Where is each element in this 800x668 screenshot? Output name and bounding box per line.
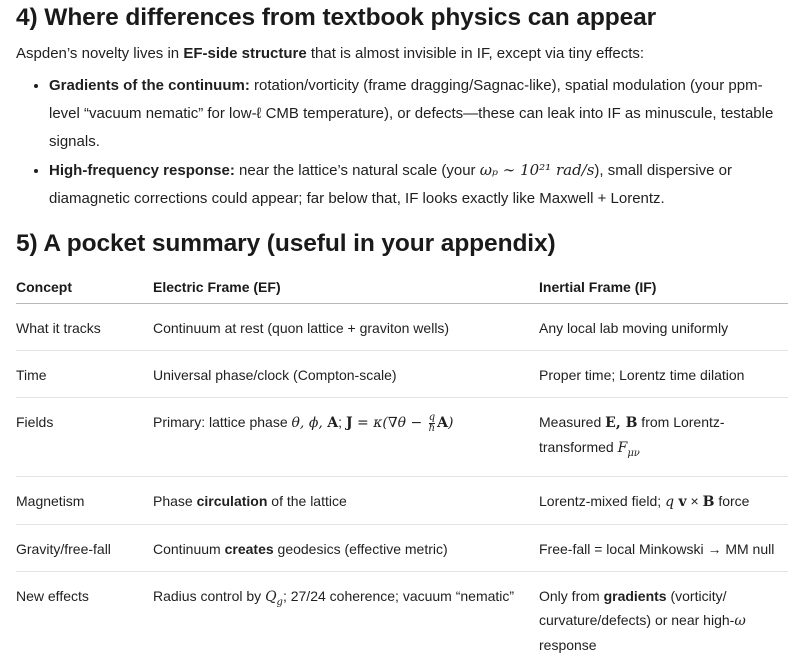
cell-concept: Magnetism xyxy=(16,476,153,524)
math-fraction xyxy=(429,413,435,434)
column-header-concept: Concept xyxy=(16,273,153,304)
cell-ef xyxy=(153,398,539,477)
cell-bold: creates xyxy=(224,540,274,557)
cell-text: Phase xyxy=(153,492,197,509)
bullet-title: High-frequency response: xyxy=(49,162,235,179)
column-header-if: Inertial Frame (IF) xyxy=(539,273,788,304)
cell-if xyxy=(539,398,788,477)
cell-ef: Continuum at rest (quon lattice + graviton wells) xyxy=(153,304,539,351)
math-paren: ) xyxy=(448,415,454,431)
cell-text: Lorentz-mixed field; xyxy=(539,492,666,509)
cell-text: Primary: lattice phase xyxy=(153,414,292,430)
fraction-denominator: ħ xyxy=(428,422,436,434)
cell-bold: gradients xyxy=(603,587,667,604)
bullet-text: rotation/vorticity (frame dragging/Sagnac-like), spatial modulation (your ppm-level “vacuum nematic” for low-ℓ CMB temperature), or defects—these can leak into IF as minuscule, testable signals. xyxy=(49,77,774,150)
lead-bold: EF-side structure xyxy=(183,45,307,62)
cell-ef: Universal phase/clock (Compton-scale) xyxy=(153,351,539,398)
table-row xyxy=(16,351,788,398)
cell-text: response xyxy=(539,636,597,653)
summary-table xyxy=(16,273,788,667)
cell-text: ; xyxy=(338,414,346,430)
section-4-heading: 4) Where differences from textbook physics can appear xyxy=(16,4,657,31)
math-vector: B xyxy=(702,493,715,510)
math-subscript: μν xyxy=(627,447,640,459)
table-row xyxy=(16,304,788,351)
bullet-text: near the lattice’s natural scale (your xyxy=(234,162,480,179)
math-symbol: Q xyxy=(265,588,277,605)
cell-bold: circulation xyxy=(196,492,268,509)
bullet-title: Gradients of the continuum: xyxy=(49,77,250,94)
math-vector: A xyxy=(437,415,448,431)
cell-text: Continuum xyxy=(153,540,225,557)
math-symbols: θ, ϕ, xyxy=(291,415,328,431)
cell-concept: New effects xyxy=(16,587,89,604)
cell-text: from Lorentz-transformed xyxy=(539,414,725,455)
list-item-gradients xyxy=(49,72,784,156)
cell-if xyxy=(539,571,788,667)
cell-ef xyxy=(153,524,539,571)
lead-text-tail: that is almost invisible in IF, except via tiny effects: xyxy=(306,45,645,62)
cell-text: force xyxy=(714,492,750,509)
math-symbol: q xyxy=(665,493,679,510)
table-row xyxy=(16,571,788,667)
table-row xyxy=(16,524,788,571)
table-row xyxy=(16,398,788,477)
fraction-numerator: q xyxy=(428,411,436,423)
math-symbol: ω xyxy=(734,612,746,629)
math-expression: = κ(∇θ − xyxy=(352,415,427,431)
effects-list xyxy=(16,72,784,213)
cell-text: of the lattice xyxy=(267,492,347,509)
math-vector: J xyxy=(345,415,353,431)
cell-text: ; 27/24 coherence; vacuum “nematic” xyxy=(282,587,515,604)
cell-text: Only from xyxy=(539,587,604,604)
math-vector: v xyxy=(678,493,687,510)
cell-if: Proper time; Lorentz time dilation xyxy=(539,351,788,398)
omega-p-formula: ωₚ ∼ 10²¹ rad/s xyxy=(479,161,595,179)
column-header-ef: Electric Frame (EF) xyxy=(153,273,539,304)
math-symbol: F xyxy=(617,440,628,456)
section-5-heading: 5) A pocket summary (useful in your appendix) xyxy=(16,230,556,257)
cell-text: (vorticity/ curvature/defects) or near high- xyxy=(539,587,735,628)
cell-if xyxy=(539,476,788,524)
math-vector: A xyxy=(327,415,339,431)
cell-if: Any local lab moving uniformly xyxy=(539,304,788,351)
cell-concept: What it tracks xyxy=(16,304,153,351)
cell-if: Free-fall = local Minkowski → MM null xyxy=(539,524,788,571)
cell-text: Measured xyxy=(539,414,606,430)
math-subscript: g xyxy=(276,596,283,608)
cell-ef xyxy=(153,571,539,667)
lead-text: Aspden’s novelty lives in xyxy=(16,45,184,62)
cell-concept: Gravity/free-fall xyxy=(16,524,153,571)
list-item-high-frequency xyxy=(49,156,784,213)
cell-text: geodesics (effective metric) xyxy=(273,540,448,557)
section-4-lead xyxy=(16,44,784,64)
cell-concept: Fields xyxy=(16,398,153,477)
math-vector: E, B xyxy=(605,415,638,431)
table-row xyxy=(16,476,788,524)
cell-concept: Time xyxy=(16,351,153,398)
table-header-row xyxy=(16,273,788,304)
cell-ef xyxy=(153,476,539,524)
bullet-text-tail: ), small dispersive or diamagnetic corrections could appear; far below that, IF looks exactly like Maxwell + Lorentz. xyxy=(49,162,732,207)
math-operator: × xyxy=(686,492,703,509)
cell-text: Radius control by xyxy=(153,587,266,604)
